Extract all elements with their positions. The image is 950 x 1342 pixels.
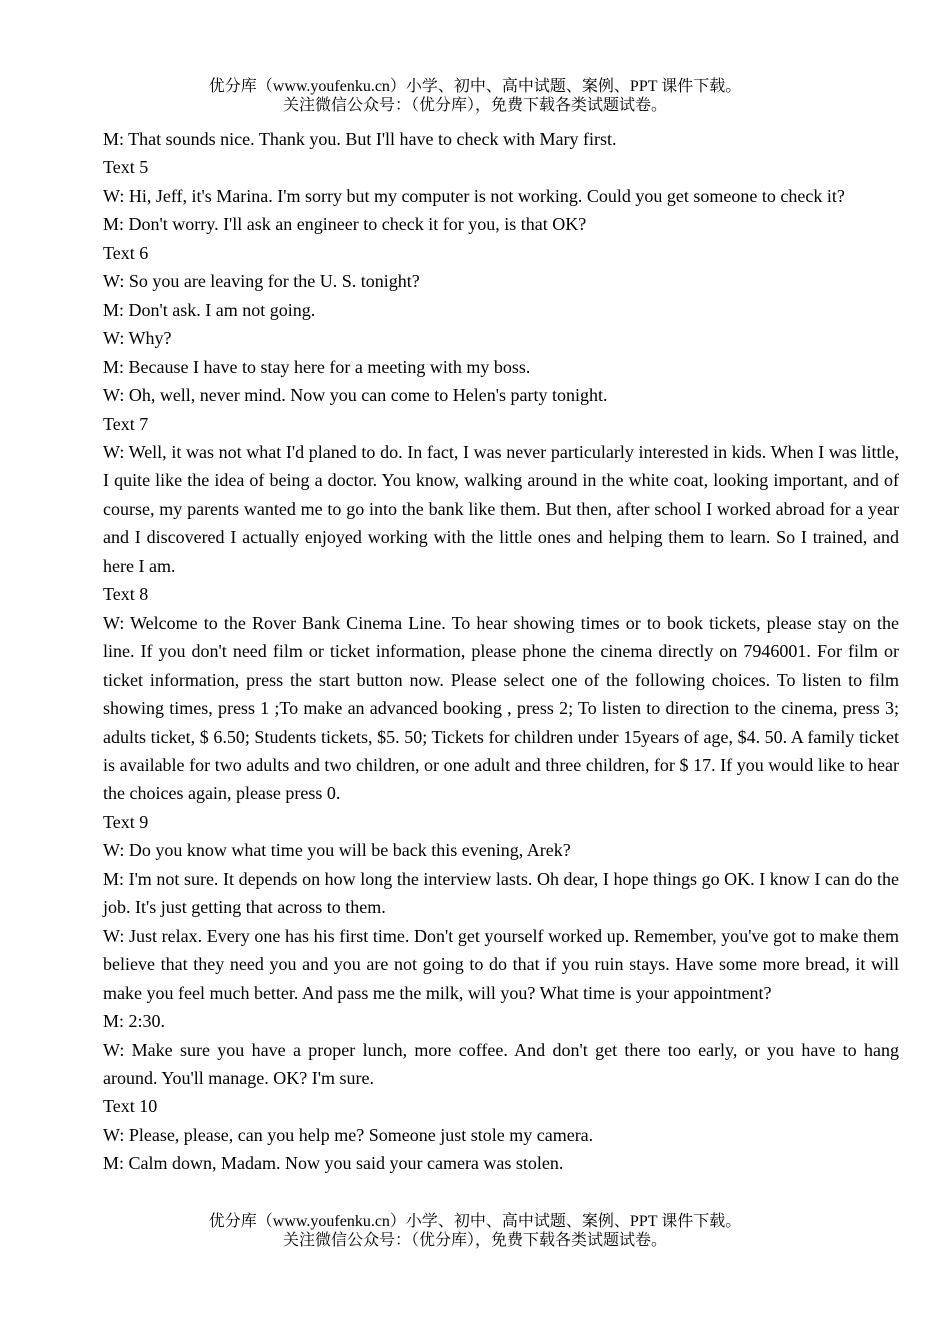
transcript-paragraph: W: Welcome to the Rover Bank Cinema Line. To hear showing times or to book tickets, please stay on the line. If you don't need film or ticket information, please phone the cinema directly on 7946001. For film or ticket information, press the start button now. Please select one of the following choices. To listen to film showing times, press 1 ;To make an advanced booking , press 2; To listen to direction to the cinema, press 3; adults ticket, $ 6.50; Students tickets, $5. 50; Tickets for children under 15years of age, $4. 50. A family ticket is available for two adults and two children, or one adult and three children, for $ 17. If you would like to hear the choices again, please press 0. [103,612,899,804]
transcript-line: M: Because I have to stay here for a meeting with my boss. [103,356,531,377]
transcript-line: W: So you are leaving for the U. S. tonight? [103,271,420,292]
transcript-line: W: Oh, well, never mind. Now you can come to Helen's party tonight. [103,385,608,406]
transcript-line: M: Don't worry. I'll ask an engineer to check it for you, is that OK? [103,214,587,235]
transcript-line: W: Do you know what time you will be back this evening, Arek? [103,840,571,861]
section-heading-text-10: Text 10 [103,1096,158,1117]
transcript-paragraph: M: I'm not sure. It depends on how long the interview lasts. Oh dear, I hope things go OK. I know I can do the job. It's just getting that across to them. [103,868,899,918]
transcript-line: M: 2:30. [103,1011,166,1032]
transcript-line: M: That sounds nice. Thank you. But I'll have to check with Mary first. [103,129,617,149]
transcript-paragraph: W: Just relax. Every one has his first time. Don't get yourself worked up. Remember, you've got to make them believe that they need you and you are not going to do that if you ruin stays. Have some more bread, it will make you feel much better. And pass me the milk, will you? What time is your appointment? [103,925,899,1003]
transcript-line: W: Why? [103,328,172,349]
footer-line-2: 关注微信公众号：（优分库），免费下载各类试题试卷。 [282,1232,667,1249]
section-heading-text-8: Text 8 [103,584,149,605]
transcript-line: M: Calm down, Madam. Now you said your camera was stolen. [103,1153,564,1174]
section-heading-text-9: Text 9 [103,811,149,832]
page-header [0,77,950,115]
footer-line-1: 优分库（www.youfenku.cn）小学、初中、高中试题、案例、PPT 课件下载。 [208,1213,742,1230]
section-heading-text-6: Text 6 [103,242,149,263]
header-line-2: 关注微信公众号：（优分库），免费下载各类试题试卷。 [282,97,667,114]
section-heading-text-7: Text 7 [103,413,149,434]
transcript-line: W: Hi, Jeff, it's Marina. I'm sorry but my computer is not working. Could you get someone to check it? [103,185,845,206]
section-heading-text-5: Text 5 [103,157,149,178]
transcript-paragraph: W: Make sure you have a proper lunch, more coffee. And don't get there too early, or you have to hang around. You'll manage. OK? I'm sure. [103,1039,899,1088]
transcript-body [103,125,899,1178]
page-footer [0,1212,950,1250]
header-line-1: 优分库（www.youfenku.cn）小学、初中、高中试题、案例、PPT 课件下载。 [208,78,742,95]
transcript-line: W: Please, please, can you help me? Someone just stole my camera. [103,1124,594,1145]
transcript-line: M: Don't ask. I am not going. [103,299,316,320]
transcript-paragraph: W: Well, it was not what I'd planed to do. In fact, I was never particularly interested in kids. When I was little, I quite like the idea of being a doctor. You know, walking around in the white coat, looking important, and of course, my parents wanted me to go into the bank like them. But then, after school I worked abroad for a year and I discovered I actually enjoyed working with the little ones and helping them to learn. So I trained, and here I am. [103,441,899,576]
